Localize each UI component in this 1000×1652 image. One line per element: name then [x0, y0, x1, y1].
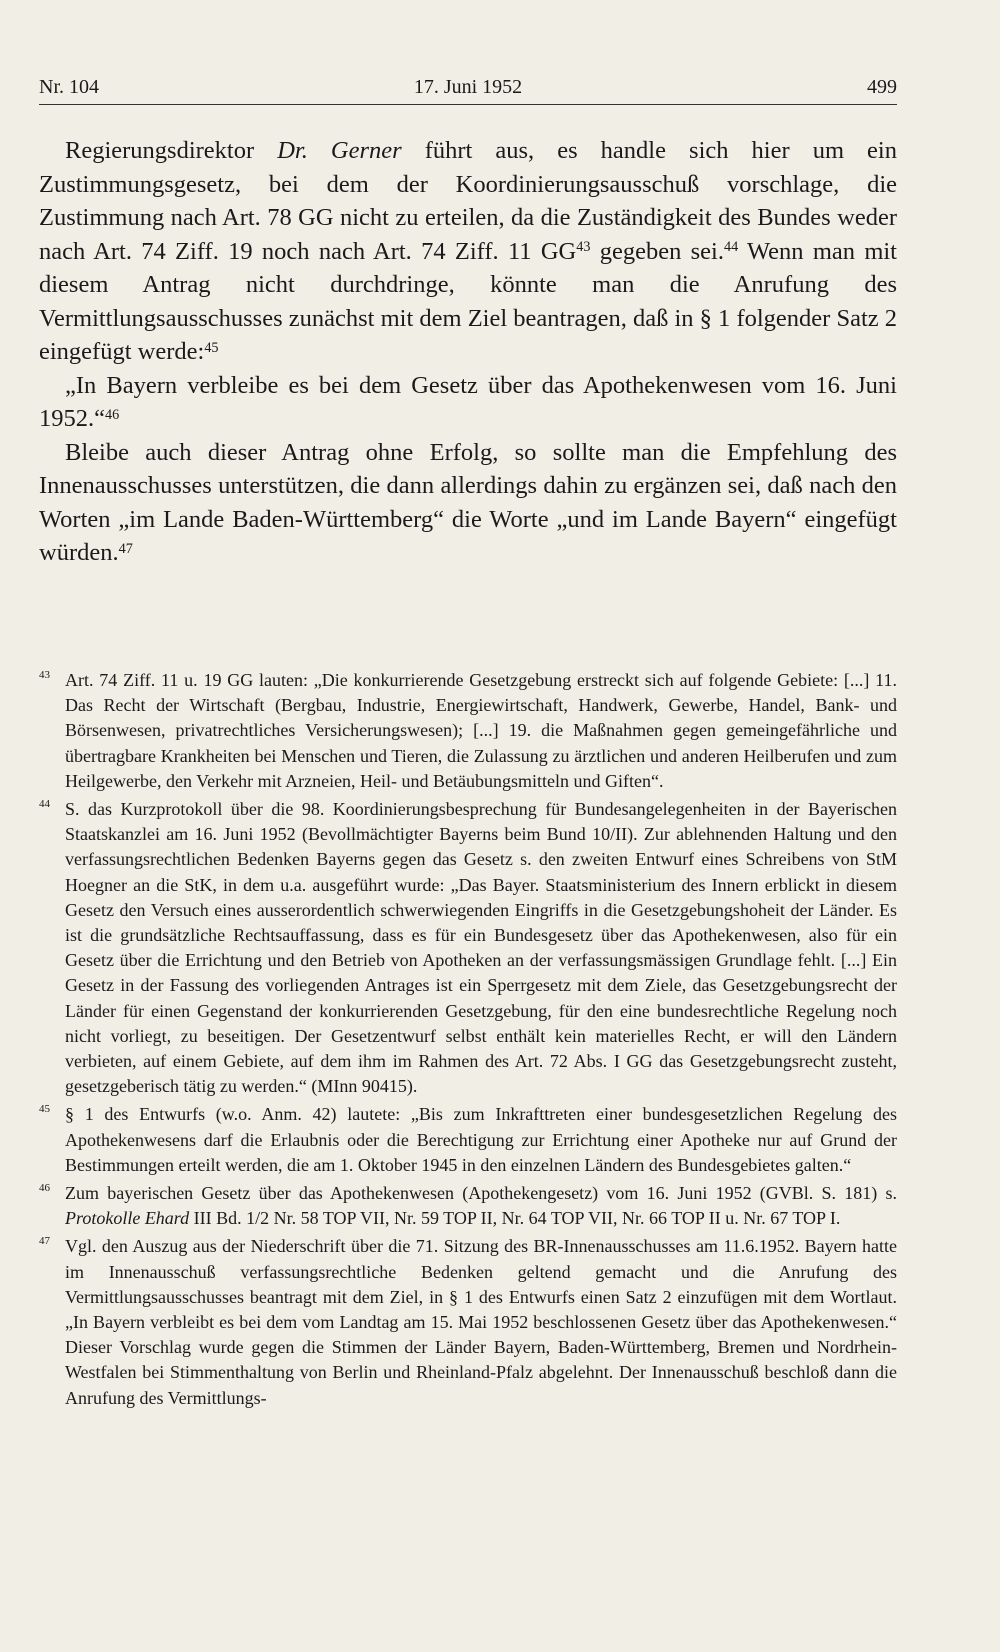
- footnote-number: 43: [39, 669, 50, 681]
- footnote-text: S. das Kurzprotokoll über die 98. Koordinierungsbesprechung für Bundesangelegenheiten in der Bayerischen Staatskanzlei am 16. Juni 1952 (Bevollmächtigter Bayerns beim Bund 10/II). Zur ablehnenden Haltung und den verfassungsrechtlichen Bedenken Bayerns gegen das Gesetz s. den zweiten Entwurf eines Schreibens von StM Hoegner an die StK, in dem u.a. ausgeführt wurde: „Das Bayer. Staatsministerium des Innern erblickt in diesem Gesetz den Versuch eines ausserordentlich schwerwiegenden Eingriffs in die Gesetzgebungshoheit der Länder. Es ist die grundsätzliche Rechtsauffassung, dass es für ein Bundesgesetz über das Apothekenwesen, also für ein Gesetz über die Errichtung und den Betrieb von Apotheken an der verfassungsmässigen Grundlage fehlt. [...] Ein Gesetz in der Fassung des vorliegenden Antrages ist ein Sperrgesetz mit dem Ziele, das Gesetzgebungsrecht der Länder für einen Gegenstand der konkurrierenden Gesetzgebung, für den eine bundesrechtliche Regelung noch nicht vorliegt, zu beseitigen. Der Gesetzentwurf selbst enthält kein materielles Recht, er will den Ländern verbieten, auf einem Gebiete, auf dem ihm im Rahmen des Art. 72 Abs. I GG das Gesetzgebungsrecht zusteht, gesetzgeberisch tätig zu werden.“ (MInn 90415).: [65, 799, 897, 1097]
- document-number: Nr. 104: [39, 76, 99, 98]
- paragraph-quote: [39, 369, 897, 436]
- paragraph-text: Bleibe auch dieser Antrag ohne Erfolg, so sollte man die Empfehlung des Innenausschusses unterstützen, die dann allerdings dahin zu ergänzen sei, daß nach den Worten „im Lande Baden-Württemberg“ die Worte „und im Lande Bayern“ eingefügt würden.: [39, 438, 897, 566]
- footnote-number: 46: [39, 1182, 50, 1195]
- paragraph-text: Regierungsdirektor: [65, 137, 278, 164]
- footnote-46: [39, 1181, 897, 1231]
- footnote-ref-46[interactable]: 46: [105, 406, 120, 423]
- footnote-47: [39, 1234, 897, 1410]
- footnote-text: Art. 74 Ziff. 11 u. 19 GG lauten: „Die konkurrierende Gesetzgebung erstreckt sich auf folgende Gebiete: [...] 11. Das Recht der Wirtschaft (Bergbau, Industrie, Energiewirtschaft, Handwerk, Gewerbe, Handel, Bank- und Börsenwesen, privatrechtliches Versicherungswesen); [...] 19. die Maßnahmen gegen gemeingefährliche und übertragbare Krankheiten bei Menschen und Tieren, die Zulassung zu ärztlichen und anderen Heilberufen und zum Heilgewerbe, den Verkehr mit Arzneien, Heil- und Betäubungsmitteln und Giften“.: [65, 670, 897, 791]
- footnote-number: 44: [39, 798, 50, 811]
- speaker-name: Dr. Gerner: [277, 137, 402, 164]
- footnote-text: § 1 des Entwurfs (w.o. Anm. 42) lautete: „Bis zum Inkrafttreten einer bundesgesetzlichen Regelung des Apothekenwesens darf die Erlaubnis oder die Berechtigung zur Errichtung einer Apotheke nur auf Grund der Bestimmungen erteilt werden, die am 1. Oktober 1945 in den einzelnen Ländern des Bundesgebietes galten.“: [65, 1104, 897, 1175]
- footnote-44: [39, 797, 897, 1099]
- footnotes: [39, 668, 897, 1411]
- paragraph-gerner: [39, 134, 897, 369]
- paragraph-text: Wenn man mit diesem Antrag nicht durchdringe, könnte man die Anrufung des Vermittlungsausschusses zunächst mit dem Ziel beantragen, daß in § 1 folgender Satz 2 eingefügt werde:: [39, 237, 897, 365]
- footnote-text: III Bd. 1/2 Nr. 58 TOP VII, Nr. 59 TOP II, Nr. 64 TOP VII, Nr. 66 TOP II u. Nr. 67 TOP I.: [189, 1208, 841, 1229]
- quote-text: „In Bayern verbleibe es bei dem Gesetz über das Apothekenwesen vom 16. Juni 1952.“: [39, 371, 897, 432]
- footnote-text: Zum bayerischen Gesetz über das Apothekenwesen (Apothekengesetz) vom 16. Juni 1952 (GVBl. S. 181) s.: [65, 1183, 897, 1204]
- footnote-ref-43[interactable]: 43: [576, 239, 591, 256]
- footnote-number: 45: [39, 1103, 50, 1116]
- cited-work: Protokolle Ehard: [65, 1208, 190, 1229]
- footnote-ref-45[interactable]: 45: [204, 339, 219, 356]
- paragraph-recommendation: [39, 436, 897, 570]
- paragraph-text: führt aus, es handle sich hier um ein Zustimmungsgesetz, bei dem der Koordinierungsausschuß vorschlage, die Zustimmung nach Art. 78 GG nicht zu erteilen, da die Zuständigkeit des Bundes weder nach Art. 74 Ziff. 19 noch nach Art. 74 Ziff. 11 GG: [39, 137, 897, 265]
- main-text: [39, 134, 897, 570]
- paragraph-text: gegeben sei.: [590, 237, 724, 265]
- footnote-43: [39, 668, 897, 794]
- header-date: 17. Juni 1952: [413, 76, 523, 98]
- running-header: [39, 74, 897, 105]
- footnote-text: Vgl. den Auszug aus der Niederschrift über die 71. Sitzung des BR-Innenausschusses am 11.6.1952. Bayern hatte im Innenausschuß verfassungsrechtliche Bedenken geltend gemacht und die Anrufung des Vermittlungsausschusses beantragt mit dem Ziel, in § 1 des Entwurfs einen Satz 2 einzufügen mit dem Wortlaut. „In Bayern verbleibt es bei dem vom Landtag am 15. Mai 1952 beschlossenen Gesetz über das Apothekenwesen.“ Dieser Vorschlag wurde gegen die Stimmen der Länder Bayern, Baden-Württemberg, Bremen und Nordrhein-Westfalen bei Stimmenthaltung von Berlin und Rheinland-Pfalz abgelehnt. Der Innenausschuß beschloß dann die Anrufung des Vermittlungs-: [65, 1236, 897, 1408]
- footnote-number: 47: [39, 1235, 50, 1248]
- footnote-ref-47[interactable]: 47: [118, 540, 133, 557]
- page-number: 499: [867, 76, 897, 98]
- footnote-45: [39, 1102, 897, 1178]
- footnote-ref-44[interactable]: 44: [723, 239, 739, 256]
